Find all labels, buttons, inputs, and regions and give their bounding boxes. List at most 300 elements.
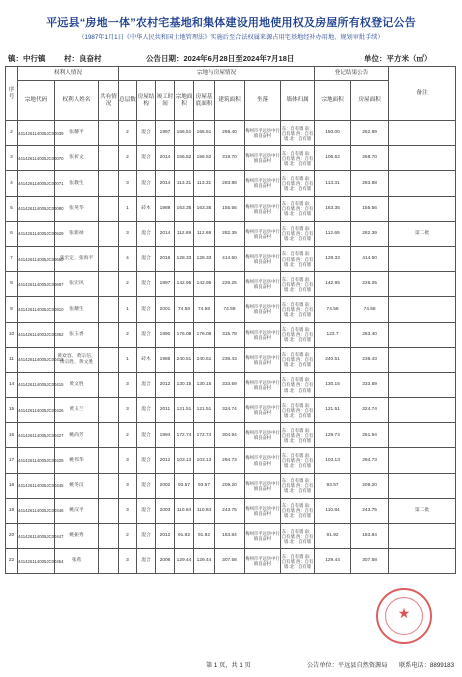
cell-base-area: 91.92 [194, 524, 215, 549]
col-share: 共有情况 [99, 81, 119, 121]
col-registry-group: 登记结果公告 [315, 67, 389, 81]
cell-share [99, 171, 119, 196]
cell-location: 梅州市平远县中行镇良奋村 [245, 372, 281, 397]
cell-structure: 混合 [137, 423, 156, 448]
page-number: 第 1 页，共 1 页 [206, 662, 251, 669]
table-row [6, 297, 456, 322]
cell-base-area: 74.58 [194, 297, 215, 322]
cell-name: 张英华 [55, 196, 99, 221]
cell-seq: 16 [6, 423, 18, 448]
cell-floors: 3 [119, 448, 137, 473]
cell-structure: 混合 [137, 121, 156, 146]
cell-build-area: 294.73 [215, 448, 245, 473]
cell-seq: 2 [6, 121, 18, 146]
cell-reg-house-area: 155.56 [351, 196, 389, 221]
cell-land-area: 121.51 [175, 398, 194, 423]
col-owner-group: 权利人情况 [18, 67, 119, 81]
cell-reg-house-area: 268.70 [351, 146, 389, 171]
cell-build-area: 155.56 [215, 196, 245, 221]
cell-land-area: 176.08 [175, 322, 194, 347]
cell-reg-land-area: 106.52 [315, 146, 351, 171]
cell-floors: 3 [119, 473, 137, 498]
cell-floors: 3 [119, 549, 137, 574]
cell-boundary: 东：自有墙 南：自有墙 西：自有墙 北：自有墙 [281, 448, 315, 473]
cell-location: 梅州市平远县中行镇良奋村 [245, 121, 281, 146]
cell-structure: 混合 [137, 448, 156, 473]
cell-structure: 混合 [137, 322, 156, 347]
cell-floors: 2 [119, 146, 137, 171]
cell-code: 441426114005JC00445 [18, 473, 55, 498]
cell-boundary: 东：自有墙 南：自有墙 西：自有墙 北：自有墙 [281, 347, 315, 372]
cell-year: 2011 [156, 398, 175, 423]
cell-seq: 20 [6, 524, 18, 549]
cell-remark [389, 297, 456, 322]
cell-reg-land-area: 93.57 [315, 473, 351, 498]
cell-code: 441426114005JC00629 [18, 221, 55, 246]
cell-reg-house-area: 283.88 [351, 171, 389, 196]
cell-reg-land-area: 121.51 [315, 398, 351, 423]
cell-base-area: 142.95 [194, 272, 215, 297]
table-row [6, 221, 456, 246]
col-land-area: 宗地面积 [175, 81, 194, 121]
cell-reg-house-area: 333.59 [351, 372, 389, 397]
cell-build-area: 414.50 [215, 246, 245, 271]
cell-location: 梅州市平远县中行镇良奋村 [245, 524, 281, 549]
cell-seq: 5 [6, 196, 18, 221]
cell-share [99, 221, 119, 246]
cell-structure: 混合 [137, 473, 156, 498]
cell-remark [389, 423, 456, 448]
table-row [6, 498, 456, 523]
table-row [6, 398, 456, 423]
cell-land-area: 91.92 [175, 524, 194, 549]
cell-reg-house-area: 282.39 [351, 221, 389, 246]
cell-reg-land-area: 113.31 [315, 171, 351, 196]
cell-land-area: 112.69 [175, 221, 194, 246]
cell-code: 441426114005JC00426 [18, 398, 55, 423]
cell-build-area: 324.74 [215, 398, 245, 423]
cell-location: 梅州市平远县中行镇良奋村 [245, 322, 281, 347]
col-base-area: 房屋基底面积 [194, 81, 215, 121]
cell-structure: 混合 [137, 398, 156, 423]
page-title: 平远县“房地一体”农村宅基地和集体建设用地使用权及房屋所有权登记公告 [46, 17, 416, 29]
cell-base-area: 172.74 [194, 423, 215, 448]
cell-base-area: 121.51 [194, 398, 215, 423]
cell-location: 梅州市平远县中行镇良奋村 [245, 171, 281, 196]
cell-floors: 4 [119, 246, 137, 271]
cell-structure: 混合 [137, 272, 156, 297]
cell-remark [389, 549, 456, 574]
cell-reg-house-area: 183.84 [351, 524, 389, 549]
cell-land-area: 172.74 [175, 423, 194, 448]
cell-build-area: 236.43 [215, 347, 245, 372]
cell-year: 2003 [156, 498, 175, 523]
cell-land-area: 156.52 [175, 146, 194, 171]
table-row [6, 423, 456, 448]
cell-location: 梅州市平远县中行镇良奋村 [245, 498, 281, 523]
cell-build-area: 315.78 [215, 322, 245, 347]
cell-code: 441426114005JC00415 [18, 372, 55, 397]
table-row [6, 322, 456, 347]
cell-code: 441426114005JC00910 [18, 297, 55, 322]
cell-year: 1989 [156, 196, 175, 221]
cell-remark [389, 448, 456, 473]
cell-seq: 8 [6, 272, 18, 297]
cell-base-area: 163.35 [194, 196, 215, 221]
col-boundary: 墙体归属 [281, 81, 315, 121]
cell-structure: 混合 [137, 246, 156, 271]
col-floors: 总层数 [119, 81, 137, 121]
cell-reg-land-area: 129.44 [315, 549, 351, 574]
cell-build-area: 318.70 [215, 146, 245, 171]
cell-reg-house-area: 414.50 [351, 246, 389, 271]
cell-base-area: 112.69 [194, 221, 215, 246]
cell-reg-land-area: 128.33 [315, 246, 351, 271]
cell-seq: 3 [6, 146, 18, 171]
cell-remark [389, 372, 456, 397]
cell-floors: 3 [119, 372, 137, 397]
cell-floors: 3 [119, 221, 137, 246]
cell-seq: 4 [6, 171, 18, 196]
cell-share [99, 549, 119, 574]
cell-structure: 混合 [137, 372, 156, 397]
cell-seq: 15 [6, 398, 18, 423]
table-row [6, 246, 456, 271]
cell-year: 2002 [156, 473, 175, 498]
cell-remark: 第二批 [389, 498, 456, 523]
cell-base-area: 176.08 [194, 322, 215, 347]
cell-year: 2014 [156, 171, 175, 196]
cell-code: 441426114005JC00447 [18, 524, 55, 549]
cell-remark: 第二批 [389, 221, 456, 246]
cell-share [99, 121, 119, 146]
cell-reg-house-area: 261.94 [351, 423, 389, 448]
cell-reg-land-area: 150.00 [315, 121, 351, 146]
cell-code: 441426114005JC00454 [18, 549, 55, 574]
cell-reg-house-area: 236.43 [351, 347, 389, 372]
cell-seq: 7 [6, 246, 18, 271]
cell-code: 441426114003JC00362 [18, 322, 55, 347]
cell-boundary: 东：自有墙 南：自有墙 西：自有墙 北：自有墙 [281, 524, 315, 549]
cell-remark [389, 171, 456, 196]
town-label: 镇：中行镇 [8, 54, 46, 63]
cell-location: 梅州市平远县中行镇良奋村 [245, 221, 281, 246]
cell-remark [389, 524, 456, 549]
col-year: 竣工时间 [156, 81, 175, 121]
cell-location: 梅州市平远县中行镇良奋村 [245, 549, 281, 574]
cell-name: 张祈文 [55, 146, 99, 171]
table-row [6, 171, 456, 196]
cell-year: 2012 [156, 372, 175, 397]
cell-boundary: 东：自有墙 南：自有墙 西：自有墙 北：自有墙 [281, 297, 315, 322]
official-seal: ★ [376, 588, 432, 644]
cell-year: 1997 [156, 272, 175, 297]
cell-floors: 2 [119, 524, 137, 549]
cell-share [99, 423, 119, 448]
cell-name: 张玉香 [55, 322, 99, 347]
cell-year: 2006 [156, 549, 175, 574]
cell-name: 张耀平 [55, 121, 99, 146]
cell-reg-land-area: 112.69 [315, 221, 351, 246]
cell-remark [389, 246, 456, 271]
col-reg-house-area: 房屋面积 [351, 81, 389, 121]
table-row [6, 473, 456, 498]
cell-boundary: 东：自有墙 南：自有墙 西：自有墙 北：自有墙 [281, 549, 315, 574]
cell-location: 梅州市平远县中行镇良奋村 [245, 448, 281, 473]
cell-build-area: 282.39 [215, 221, 245, 246]
cell-share [99, 498, 119, 523]
period-label: 公告日期：2024年6月28日至2024年7月18日 [146, 54, 295, 63]
cell-name: 张希 [55, 549, 99, 574]
cell-share [99, 524, 119, 549]
cell-build-area: 243.75 [215, 498, 245, 523]
cell-land-area: 103.13 [175, 448, 194, 473]
cell-structure: 混合 [137, 171, 156, 196]
cell-base-area: 156.52 [194, 146, 215, 171]
cell-location: 梅州市平远县中行镇良奋村 [245, 347, 281, 372]
cell-reg-land-area: 129.74 [315, 423, 351, 448]
cell-share [99, 473, 119, 498]
cell-remark [389, 272, 456, 297]
cell-seq: 11 [6, 347, 18, 372]
cell-location: 梅州市平远县中行镇良奋村 [245, 146, 281, 171]
cell-floors: 1 [119, 297, 137, 322]
village-label: 村：良奋村 [64, 54, 102, 63]
cell-boundary: 东：自有墙 南：自有墙 西：自有墙 北：自有墙 [281, 498, 315, 523]
col-remark: 备注 [389, 67, 456, 121]
cell-reg-land-area: 74.58 [315, 297, 351, 322]
cell-year: 2012 [156, 524, 175, 549]
cell-reg-land-area: 130.15 [315, 372, 351, 397]
cell-share [99, 297, 119, 322]
cell-remark [389, 121, 456, 146]
cell-remark [389, 473, 456, 498]
cell-floors: 2 [119, 121, 137, 146]
cell-code: 441426114005JC00080 [18, 196, 55, 221]
cell-reg-house-area: 324.74 [351, 398, 389, 423]
cell-name: 黄玉兰 [55, 398, 99, 423]
cell-location: 梅州市平远县中行镇良奋村 [245, 246, 281, 271]
cell-reg-house-area: 226.25 [351, 272, 389, 297]
cell-code: 441426114005JC00428 [18, 448, 55, 473]
cell-reg-house-area: 252.89 [351, 121, 389, 146]
contact-phone: 联系电话：8899183 [399, 662, 455, 669]
cell-share [99, 196, 119, 221]
cell-land-area: 74.58 [175, 297, 194, 322]
cell-land-area: 113.31 [175, 171, 194, 196]
cell-seq: 10 [6, 322, 18, 347]
cell-land-area: 129.44 [175, 549, 194, 574]
cell-reg-land-area: 91.92 [315, 524, 351, 549]
cell-build-area: 307.58 [215, 549, 245, 574]
cell-seq: 17 [6, 448, 18, 473]
cell-base-area: 129.44 [194, 549, 215, 574]
cell-land-area: 240.51 [175, 347, 194, 372]
cell-floors: 2 [119, 322, 137, 347]
cell-build-area: 333.59 [215, 372, 245, 397]
publisher: 公告单位：平远县自然资源局 [307, 662, 388, 669]
cell-code: 441426114005JC00071 [18, 171, 55, 196]
cell-code: 441426114005JC00413 [18, 347, 55, 372]
cell-name: 黄欢容、黄宗信、黄宗胜、黄文胜 [55, 347, 99, 372]
cell-base-area: 240.51 [194, 347, 215, 372]
cell-share [99, 448, 119, 473]
cell-name: 张宏风 [55, 272, 99, 297]
cell-remark [389, 322, 456, 347]
cell-boundary: 东：自有墙 南：自有墙 西：自有墙 北：自有墙 [281, 171, 315, 196]
cell-structure: 混合 [137, 297, 156, 322]
cell-floors: 2 [119, 272, 137, 297]
cell-code: 441426114005JC00687 [18, 272, 55, 297]
cell-remark [389, 146, 456, 171]
cell-boundary: 东：自有墙 南：自有墙 西：自有墙 北：自有墙 [281, 121, 315, 146]
cell-reg-house-area: 263.40 [351, 322, 389, 347]
cell-reg-house-area: 243.75 [351, 498, 389, 523]
table-row [6, 347, 456, 372]
cell-location: 梅州市平远县中行镇良奋村 [245, 272, 281, 297]
cell-structure: 混合 [137, 549, 156, 574]
page-subtitle: （1987年1月1日《中华人民共和国土地管理法》实施后至合法权属来源占用宅基地经补办用地、规划审批手续） [78, 34, 384, 41]
cell-name: 姚伟华 [55, 448, 99, 473]
col-structure: 房屋结构 [137, 81, 156, 121]
cell-year: 2014 [156, 146, 175, 171]
table-row [6, 448, 456, 473]
cell-share [99, 272, 119, 297]
cell-share [99, 146, 119, 171]
cell-name: 张宏定、张海平 [55, 246, 99, 271]
cell-structure: 混合 [137, 221, 156, 246]
cell-location: 梅州市平远县中行镇良奋村 [245, 473, 281, 498]
table-row [6, 146, 456, 171]
cell-name: 姚汉平 [55, 498, 99, 523]
cell-boundary: 东：自有墙 南：自有墙 西：自有墙 北：自有墙 [281, 322, 315, 347]
table-row [6, 524, 456, 549]
table-row [6, 121, 456, 146]
cell-name: 张新禄 [55, 221, 99, 246]
cell-year: 1994 [156, 423, 175, 448]
cell-base-area: 110.84 [194, 498, 215, 523]
cell-land-area: 166.51 [175, 121, 194, 146]
col-name: 权利人姓名 [55, 81, 99, 121]
cell-year: 1997 [156, 121, 175, 146]
cell-location: 梅州市平远县中行镇良奋村 [245, 423, 281, 448]
unit-label: 单位：平方米（㎡） [364, 54, 432, 63]
cell-floors: 1 [119, 347, 137, 372]
cell-floors: 3 [119, 498, 137, 523]
cell-boundary: 东：自有墙 南：自有墙 西：自有墙 北：自有墙 [281, 246, 315, 271]
cell-name: 张教生 [55, 171, 99, 196]
col-reg-land-area: 宗地面积 [315, 81, 351, 121]
cell-remark [389, 347, 456, 372]
cell-build-area: 209.20 [215, 473, 245, 498]
cell-boundary: 东：自有墙 南：自有墙 西：自有墙 北：自有墙 [281, 196, 315, 221]
cell-floors: 1 [119, 196, 137, 221]
cell-year: 2001 [156, 297, 175, 322]
table-row [6, 272, 456, 297]
cell-year: 1986 [156, 347, 175, 372]
cell-reg-land-area: 240.51 [315, 347, 351, 372]
cell-location: 梅州市平远县中行镇良奋村 [245, 398, 281, 423]
cell-name: 黄文胜 [55, 372, 99, 397]
cell-build-area: 226.25 [215, 272, 245, 297]
table-row [6, 372, 456, 397]
cell-year: 2012 [156, 448, 175, 473]
col-code: 宗地代码 [18, 81, 55, 121]
cell-share [99, 347, 119, 372]
cell-boundary: 东：自有墙 南：自有墙 西：自有墙 北：自有墙 [281, 146, 315, 171]
col-land-house-group: 宗地与房屋情况 [119, 67, 315, 81]
cell-land-area: 163.35 [175, 196, 194, 221]
cell-boundary: 东：自有墙 南：自有墙 西：自有墙 北：自有墙 [281, 272, 315, 297]
cell-base-area: 128.33 [194, 246, 215, 271]
cell-year: 1990 [156, 322, 175, 347]
cell-reg-house-area: 307.58 [351, 549, 389, 574]
cell-year: 2014 [156, 221, 175, 246]
cell-location: 梅州市平远县中行镇良奋村 [245, 297, 281, 322]
cell-land-area: 128.33 [175, 246, 194, 271]
cell-share [99, 398, 119, 423]
cell-reg-house-area: 209.20 [351, 473, 389, 498]
cell-seq: 9 [6, 297, 18, 322]
col-seq: 序号 [6, 67, 18, 121]
col-location: 坐落 [245, 81, 281, 121]
cell-base-area: 93.57 [194, 473, 215, 498]
cell-reg-land-area: 103.13 [315, 448, 351, 473]
table-row [6, 549, 456, 574]
cell-reg-land-area: 123.7 [315, 322, 351, 347]
table-body [6, 121, 456, 574]
cell-share [99, 322, 119, 347]
table-row [6, 196, 456, 221]
cell-remark [389, 196, 456, 221]
cell-reg-land-area: 163.35 [315, 196, 351, 221]
cell-build-area: 183.84 [215, 524, 245, 549]
cell-build-area: 74.58 [215, 297, 245, 322]
cell-seq: 18 [6, 473, 18, 498]
cell-structure: 混合 [137, 146, 156, 171]
cell-boundary: 东：自有墙 南：自有墙 西：自有墙 北：自有墙 [281, 372, 315, 397]
cell-seq: 22 [6, 549, 18, 574]
cell-base-area: 130.15 [194, 372, 215, 397]
cell-name: 张耀生 [55, 297, 99, 322]
cell-name: 姚冬汉 [55, 473, 99, 498]
cell-share [99, 372, 119, 397]
cell-name: 姚振秀 [55, 524, 99, 549]
cell-share [99, 246, 119, 271]
cell-structure: 混合 [137, 498, 156, 523]
cell-location: 梅州市平远县中行镇良奋村 [245, 196, 281, 221]
cell-land-area: 110.84 [175, 498, 194, 523]
cell-reg-land-area: 142.95 [315, 272, 351, 297]
cell-seq: 19 [6, 498, 18, 523]
cell-floors: 2 [119, 423, 137, 448]
cell-floors: 3 [119, 171, 137, 196]
cell-land-area: 142.95 [175, 272, 194, 297]
cell-name: 姚尚芳 [55, 423, 99, 448]
cell-structure: 混合 [137, 524, 156, 549]
cell-boundary: 东：自有墙 南：自有墙 西：自有墙 北：自有墙 [281, 221, 315, 246]
cell-build-area: 283.88 [215, 171, 245, 196]
cell-reg-land-area: 110.84 [315, 498, 351, 523]
cell-remark [389, 398, 456, 423]
col-build-area: 建筑面积 [215, 81, 245, 121]
cell-code: 441426114005JC00427 [18, 423, 55, 448]
cell-base-area: 166.51 [194, 121, 215, 146]
cell-boundary: 东：自有墙 南：自有墙 西：自有墙 北：自有墙 [281, 473, 315, 498]
cell-land-area: 93.57 [175, 473, 194, 498]
cell-build-area: 304.94 [215, 423, 245, 448]
cell-structure: 砖木 [137, 196, 156, 221]
